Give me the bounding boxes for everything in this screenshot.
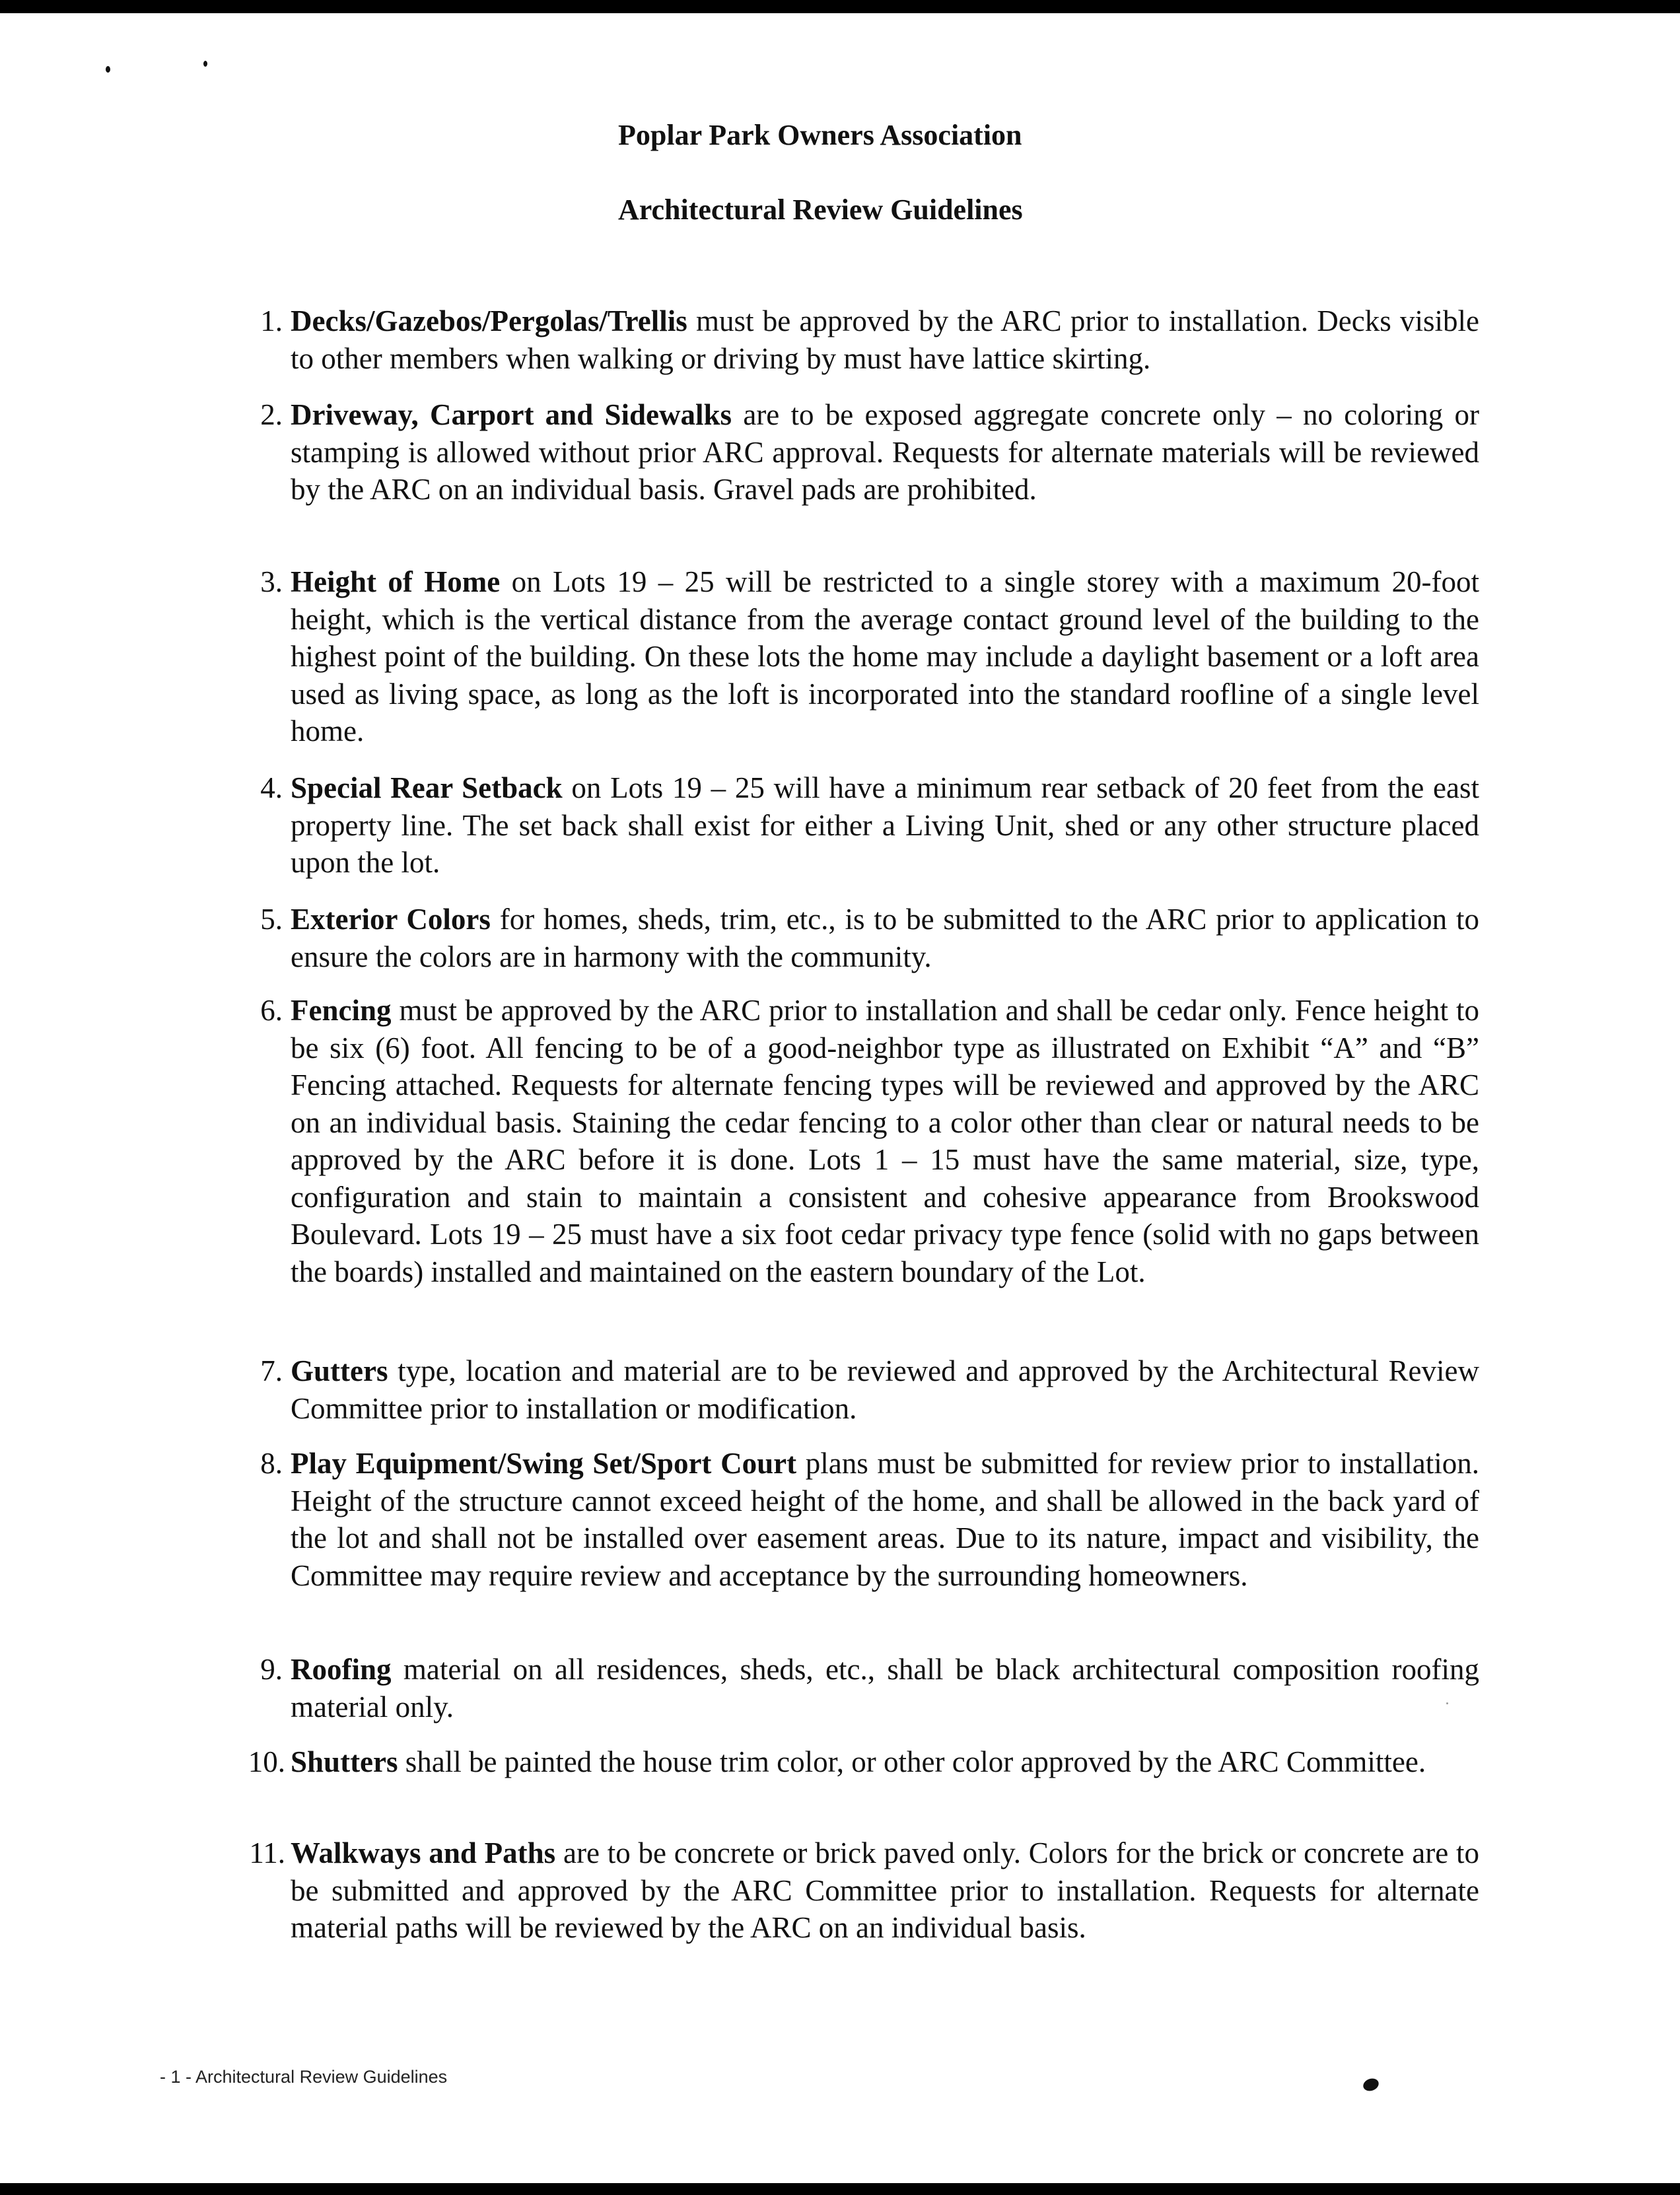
item-number: 3.	[260, 565, 283, 598]
guideline-item-driveway	[260, 396, 1480, 508]
item-text: material on all residences, sheds, etc., shall be black architectural composition roofing material only.	[291, 1653, 1479, 1724]
item-heading: Play Equipment/Swing Set/Sport Court	[291, 1447, 797, 1480]
item-heading: Driveway, Carport and Sidewalks	[291, 398, 732, 431]
item-number: 9.	[260, 1653, 283, 1686]
item-number: 10.	[248, 1745, 285, 1778]
guideline-item-height-of-home	[260, 563, 1480, 750]
guideline-item-decks	[260, 302, 1479, 377]
item-number: 5.	[260, 903, 283, 936]
item-text: plans must be submitted for review prior to installation. Height of the structure cannot exceed height of the home, and shall be allowed in the back yard of the lot and shall not be installed over easement areas. Due to its nature, impact and visibility, the Committee may require review and acceptance by the surrounding homeowners.	[291, 1447, 1479, 1592]
page-footer: - 1 - Architectural Review Guidelines	[160, 2067, 448, 2087]
item-text: must be approved by the ARC prior to installation and shall be cedar only. Fence height to be six (6) foot. All fencing to be of a good-neighbor type as illustrated on Exhibit “A” and “B” Fencing attached. Requests for alternate fencing types will be reviewed and approved by the ARC on an individual basis. Staining the cedar fencing to a color other than clear or natural needs to be approved by the ARC before it is done. Lots 1 – 15 must have the same material, size, type, configuration and stain to maintain a consistent and cohesive appearance from Brookswood Boulevard. Lots 19 – 25 must have a six foot cedar privacy type fence (solid with no gaps between the boards) installed and maintained on the eastern boundary of the Lot.	[291, 994, 1479, 1288]
document-title: Architectural Review Guidelines	[618, 193, 1023, 226]
guideline-item-gutters	[260, 1352, 1479, 1427]
item-text: on Lots 19 – 25 will be restricted to a single storey with a maximum 20-foot height, which is the vertical distance from the average contact ground level of the building to the highest point of the building. On these lots the home may include a daylight basement or a loft area used as living space, as long as the loft is incorporated into the standard roofline of a single level home.	[291, 565, 1480, 748]
item-text: are to be exposed aggregate concrete only – no coloring or stamping is allowed without prior ARC approval. Requests for alternate materials will be reviewed by the ARC on an individual basis. Gravel pads are prohibited.	[291, 398, 1480, 506]
guideline-item-walkways	[249, 1834, 1480, 1947]
item-heading: Height of Home	[291, 565, 501, 598]
item-heading: Special Rear Setback	[291, 771, 563, 804]
guideline-item-fencing	[260, 992, 1479, 1290]
item-number: 7.	[260, 1354, 283, 1387]
scan-speck	[1446, 1702, 1448, 1704]
scan-bottom-border	[0, 2183, 1680, 2195]
guideline-item-rear-setback	[260, 769, 1479, 882]
item-heading: Fencing	[291, 994, 392, 1027]
item-heading: Decks/Gazebos/Pergolas/Trellis	[291, 304, 687, 337]
item-text: are to be concrete or brick paved only. Colors for the brick or concrete are to be submitted and approved by the ARC Committee prior to installation. Requests for alternate material paths will be reviewed by the ARC on an individual basis.	[291, 1836, 1480, 1944]
item-heading: Walkways and Paths	[291, 1836, 556, 1869]
item-number: 1.	[260, 304, 283, 337]
item-heading: Exterior Colors	[291, 903, 491, 936]
guideline-item-exterior-colors	[260, 901, 1479, 975]
organization-title: Poplar Park Owners Association	[618, 119, 1022, 151]
guideline-item-roofing	[260, 1651, 1479, 1725]
item-number: 8.	[260, 1447, 283, 1480]
guideline-item-shutters	[248, 1743, 1479, 1781]
item-heading: Shutters	[291, 1745, 398, 1778]
item-text: must be approved by the ARC prior to installation. Decks visible to other members when walking or driving by must have lattice skirting.	[291, 304, 1479, 375]
guideline-item-play-equipment	[260, 1445, 1479, 1594]
item-number: 6.	[260, 994, 283, 1027]
item-number: 2.	[260, 398, 283, 431]
item-heading: Gutters	[291, 1354, 388, 1387]
item-number: 11.	[249, 1836, 285, 1869]
item-text: for homes, sheds, trim, etc., is to be submitted to the ARC prior to application to ensure the colors are in harmony with the community.	[291, 903, 1479, 973]
item-text: on Lots 19 – 25 will have a minimum rear setback of 20 feet from the east property line. The set back shall exist for either a Living Unit, shed or any other structure placed upon the lot.	[291, 771, 1479, 879]
item-text: shall be painted the house trim color, or other color approved by the ARC Committee.	[398, 1745, 1426, 1778]
item-number: 4.	[260, 771, 283, 804]
item-heading: Roofing	[291, 1653, 392, 1686]
item-text: type, location and material are to be reviewed and approved by the Architectural Review Committee prior to installation or modification.	[291, 1354, 1479, 1425]
